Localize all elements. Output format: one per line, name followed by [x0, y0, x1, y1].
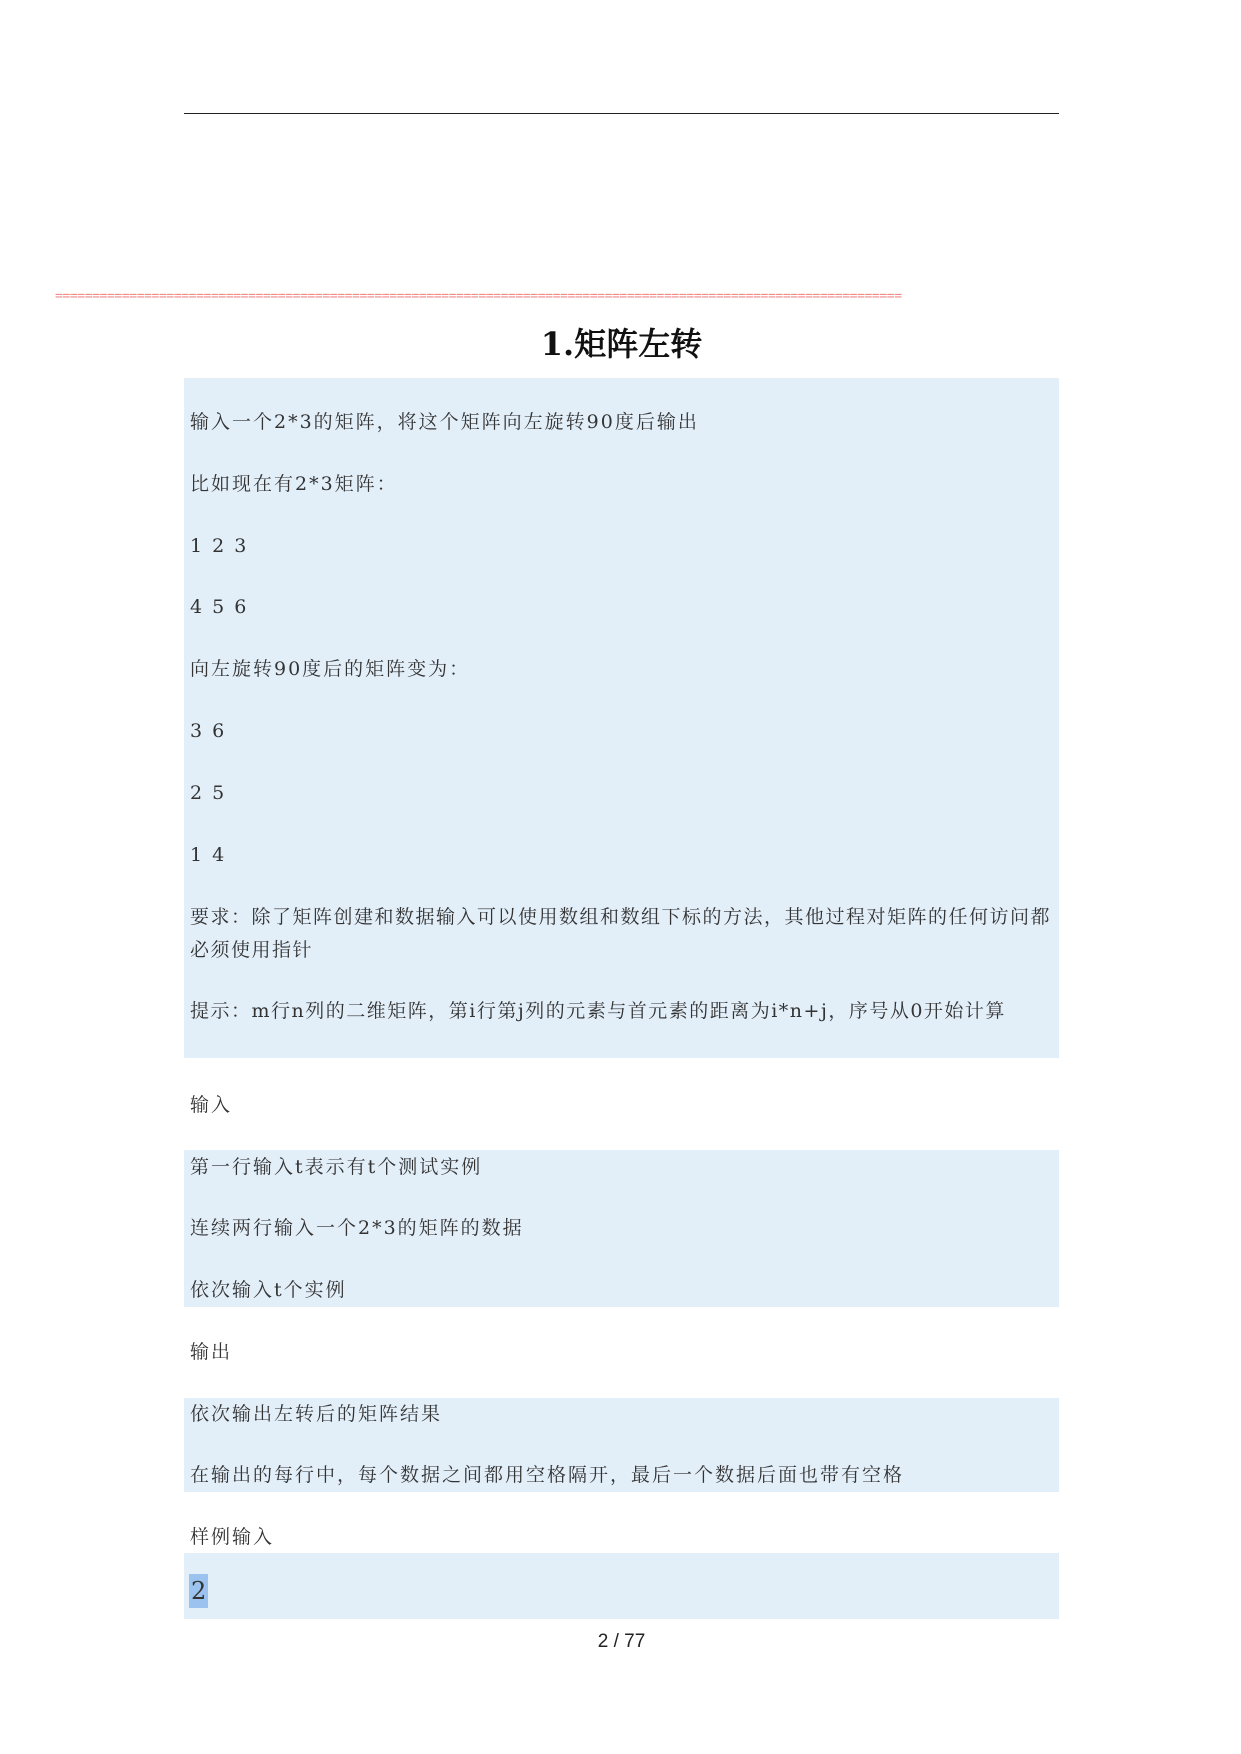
output-line: 依次输出左转后的矩阵结果 — [190, 1403, 443, 1425]
header-rule — [184, 113, 1059, 114]
description-requirement: 要求：除了矩阵创建和数据输入可以使用数组和数组下标的方法，其他过程对矩阵的任何访问都必须使用指针 — [190, 906, 1052, 961]
description-hint: 提示：m行n列的二维矩阵，第i行第j列的元素与首元素的距离为i*n+j，序号从0开始计算 — [190, 1000, 1006, 1022]
input-line: 连续两行输入一个2*3的矩阵的数据 — [190, 1217, 524, 1239]
page-number: 2 / 77 — [597, 1631, 646, 1652]
problem-title: 1.矩阵左转 — [540, 325, 703, 363]
description-line: 2 5 — [190, 782, 227, 804]
input-heading: 输入 — [190, 1094, 233, 1116]
section-separator: ================================================================================================================== — [55, 290, 902, 304]
sample-input-block — [184, 1553, 1059, 1619]
input-line: 依次输入t个实例 — [190, 1279, 347, 1301]
sample-input-value[interactable]: 2 — [189, 1574, 208, 1608]
description-line: 1 2 3 — [190, 535, 249, 557]
description-line: 4 5 6 — [190, 596, 249, 618]
input-line: 第一行输入t表示有t个测试实例 — [190, 1156, 483, 1178]
description-line: 3 6 — [190, 720, 227, 742]
sample-input-heading: 样例输入 — [190, 1526, 275, 1548]
description-line: 1 4 — [190, 844, 227, 866]
description-line: 向左旋转90度后的矩阵变为： — [190, 658, 471, 680]
description-line: 输入一个2*3的矩阵，将这个矩阵向左旋转90度后输出 — [190, 411, 699, 433]
output-heading: 输出 — [190, 1341, 233, 1363]
output-line: 在输出的每行中，每个数据之间都用空格隔开，最后一个数据后面也带有空格 — [190, 1464, 905, 1486]
description-line: 比如现在有2*3矩阵： — [190, 473, 398, 495]
